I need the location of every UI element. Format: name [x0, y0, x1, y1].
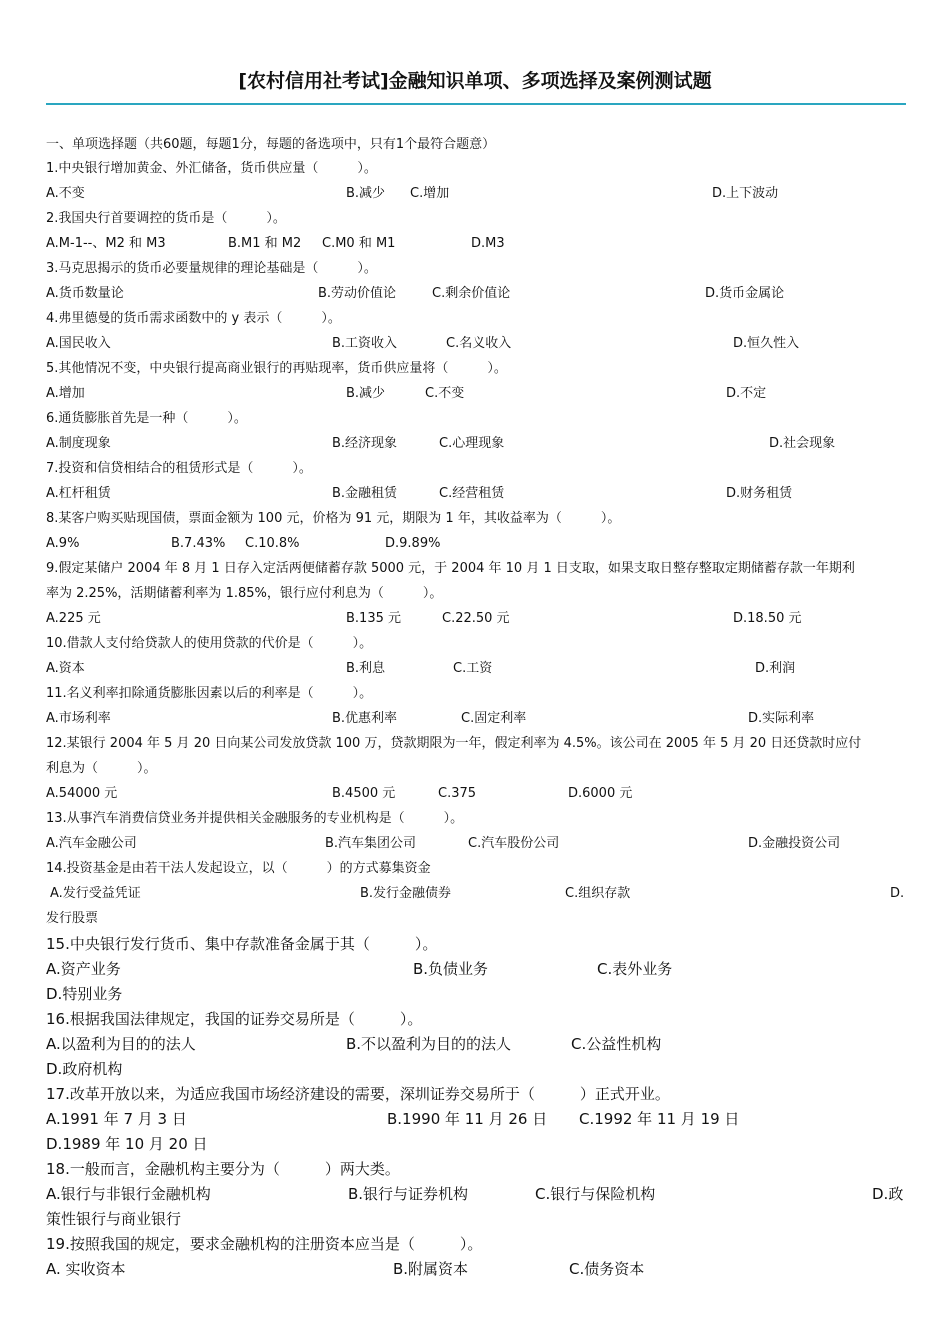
question-line: 14.投资基金是由若干法人发起设立，以（ ）的方式募集资金	[46, 861, 431, 876]
answer-option: C.22.50 元	[442, 611, 510, 626]
answer-option: A.以盈利为目的的法人	[46, 1035, 196, 1053]
answer-option: D.不定	[726, 386, 767, 401]
title-divider	[46, 103, 906, 105]
answer-option: A.资产业务	[46, 960, 121, 978]
answer-option: B.7.43%	[171, 536, 226, 551]
question-line: 17.改革开放以来，为适应我国市场经济建设的需要，深圳证券交易所于（ ）正式开业。	[46, 1085, 670, 1103]
answer-option: A.市场利率	[46, 711, 111, 726]
question-line: 7.投资和信贷相结合的租赁形式是（ ）。	[46, 461, 312, 476]
answer-option: A.9%	[46, 536, 80, 551]
answer-option: B.劳动价值论	[318, 286, 397, 301]
answer-option: D.6000 元	[568, 786, 633, 801]
answer-option: A.杠杆租赁	[46, 486, 111, 501]
question-line: 策性银行与商业银行	[46, 1210, 182, 1228]
answer-option: D.财务租赁	[726, 486, 793, 501]
answer-option: C.10.8%	[245, 536, 300, 551]
question-line: 9.假定某储户 2004 年 8 月 1 日存入定活两便储蓄存款 5000 元，于 2004 年 10 月 1 日支取，如果支取日整存整取定期储蓄存款一年期利	[46, 561, 855, 576]
answer-option: C.1992 年 11 月 19 日	[579, 1110, 740, 1128]
answer-option: C.名义收入	[446, 336, 512, 351]
answer-option: C.表外业务	[597, 960, 673, 978]
answer-option: A.M-1--、M2 和 M3	[46, 236, 166, 251]
question-line: 发行股票	[46, 911, 99, 926]
answer-option: B.1990 年 11 月 26 日	[387, 1110, 548, 1128]
answer-option: C.心理现象	[439, 436, 505, 451]
answer-option: C.经营租赁	[439, 486, 505, 501]
answer-option: B.金融租赁	[332, 486, 398, 501]
answer-option: B.附属资本	[393, 1260, 469, 1278]
answer-option: B.优惠利率	[332, 711, 398, 726]
answer-option: C.不变	[425, 386, 465, 401]
answer-option: D.利润	[755, 661, 796, 676]
answer-option: B.银行与证券机构	[348, 1185, 469, 1203]
answer-option: A.54000 元	[46, 786, 118, 801]
answer-option: C.汽车股份公司	[468, 836, 560, 851]
answer-option: B.减少	[346, 386, 386, 401]
question-line: 13.从事汽车消费信贷业务并提供相关金融服务的专业机构是（ ）。	[46, 811, 464, 826]
answer-option: D.18.50 元	[733, 611, 802, 626]
answer-option: C.剩余价值论	[432, 286, 511, 301]
question-line: 16.根据我国法律规定，我国的证券交易所是（ ）。	[46, 1010, 423, 1028]
question-line: 8.某客户购买贴现国债，票面金额为 100 元，价格为 91 元，期限为 1 年，其收益率为（ ）。	[46, 511, 621, 526]
answer-option: A.资本	[46, 661, 85, 676]
answer-option: C.工资	[453, 661, 493, 676]
answer-option: D.	[890, 886, 905, 901]
answer-option: C.债务资本	[569, 1260, 645, 1278]
answer-option: D.金融投资公司	[748, 836, 841, 851]
answer-option: D.9.89%	[385, 536, 441, 551]
page-title: [农村信用社考试]金融知识单项、多项选择及案例测试题	[238, 70, 712, 92]
question-line: 6.通货膨胀首先是一种（ ）。	[46, 411, 247, 426]
answer-option: B.利息	[346, 661, 386, 676]
question-line: 10.借款人支付给贷款人的使用贷款的代价是（ ）。	[46, 636, 373, 651]
question-line: 15.中央银行发行货币、集中存款准备金属于其（ ）。	[46, 935, 438, 953]
question-line: 19.按照我国的规定，要求金融机构的注册资本应当是（ ）。	[46, 1235, 483, 1253]
answer-option: D.上下波动	[712, 186, 779, 201]
answer-option: B.M1 和 M2	[228, 236, 302, 251]
question-line: 率为 2.25%，活期储蓄利率为 1.85%，银行应付利息为（ ）。	[46, 586, 443, 601]
question-line: D.1989 年 10 月 20 日	[46, 1135, 208, 1153]
answer-option: C.银行与保险机构	[535, 1185, 656, 1203]
question-line: 11.名义利率扣除通货膨胀因素以后的利率是（ ）。	[46, 686, 373, 701]
answer-option: B.工资收入	[332, 336, 398, 351]
section-heading: 一、单项选择题（共60题，每题1分，每题的备选项中，只有1个最符合题意）	[46, 137, 496, 152]
question-line: 利息为（ ）。	[46, 761, 157, 776]
answer-option: A.货币数量论	[46, 286, 124, 301]
question-line: 12.某银行 2004 年 5 月 20 日向某公司发放贷款 100 万，贷款期限为一年，假定利率为 4.5%。该公司在 2005 年 5 月 20 日还贷款时应付	[46, 736, 862, 751]
answer-option: A.不变	[46, 186, 85, 201]
answer-option: C.固定利率	[461, 711, 527, 726]
answer-option: A.制度现象	[46, 436, 111, 451]
answer-option: A.国民收入	[46, 336, 111, 351]
question-line: 1.中央银行增加黄金、外汇储备，货币供应量（ ）。	[46, 161, 377, 176]
answer-option: D.M3	[471, 236, 505, 251]
answer-option: A.汽车金融公司	[46, 836, 137, 851]
answer-option: C.公益性机构	[571, 1035, 662, 1053]
answer-option: D.货币金属论	[705, 286, 785, 301]
question-line: 4.弗里德曼的货币需求函数中的 y 表示（ ）。	[46, 311, 341, 326]
answer-option: C.M0 和 M1	[322, 236, 396, 251]
answer-option: A.银行与非银行金融机构	[46, 1185, 211, 1203]
question-line: 2.我国央行首要调控的货币是（ ）。	[46, 211, 286, 226]
answer-option: C.组织存款	[565, 886, 631, 901]
answer-option: D.实际利率	[748, 711, 815, 726]
answer-option: A.增加	[46, 386, 85, 401]
answer-option: D.社会现象	[769, 436, 836, 451]
question-line: 3.马克思揭示的货币必要量规律的理论基础是（ ）。	[46, 261, 377, 276]
answer-option: B.汽车集团公司	[325, 836, 417, 851]
answer-option: B.4500 元	[332, 786, 396, 801]
answer-option: B.发行金融债券	[360, 886, 452, 901]
answer-option: B.负债业务	[413, 960, 489, 978]
answer-option: B.135 元	[346, 611, 401, 626]
answer-option: C.增加	[410, 186, 450, 201]
question-line: 5.其他情况不变，中央银行提高商业银行的再贴现率，货币供应量将（ ）。	[46, 361, 507, 376]
answer-option: A.1991 年 7 月 3 日	[46, 1110, 187, 1128]
answer-option: C.375	[438, 786, 477, 801]
answer-option: D.政	[872, 1185, 904, 1203]
answer-option: A. 实收资本	[46, 1260, 126, 1278]
answer-option: B.经济现象	[332, 436, 398, 451]
answer-option: B.不以盈利为目的的法人	[346, 1035, 512, 1053]
question-line: D.特别业务	[46, 985, 123, 1003]
question-line: 18.一般而言，金融机构主要分为（ ）两大类。	[46, 1160, 400, 1178]
answer-option: D.恒久性入	[733, 336, 800, 351]
answer-option: A.发行受益凭证	[50, 886, 141, 901]
answer-option: A.225 元	[46, 611, 101, 626]
question-line: D.政府机构	[46, 1060, 123, 1078]
answer-option: B.减少	[346, 186, 386, 201]
